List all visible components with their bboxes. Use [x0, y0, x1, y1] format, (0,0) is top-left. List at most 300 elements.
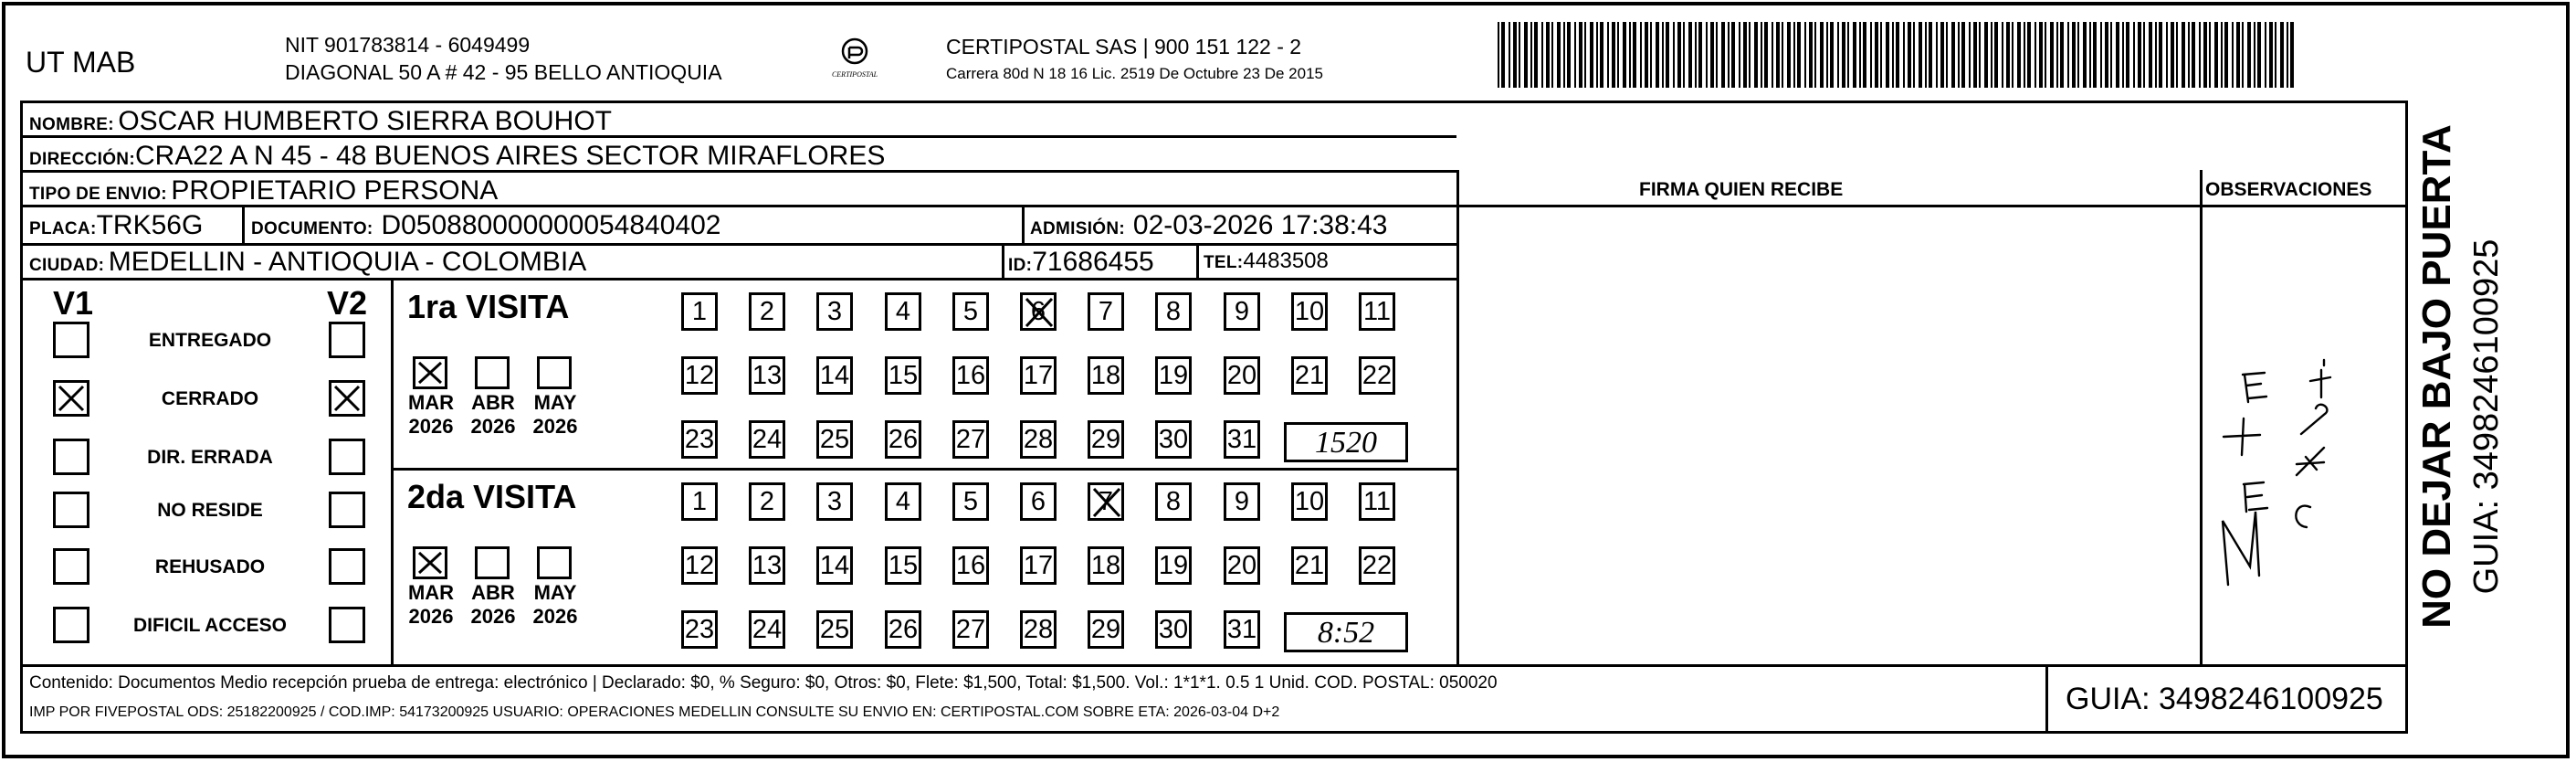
barcode: [1498, 22, 2301, 88]
barcode-bar: [1650, 22, 1652, 88]
col-line: [20, 101, 23, 734]
day-box[interactable]: 29: [1088, 420, 1124, 459]
day-box[interactable]: 9: [1224, 482, 1260, 521]
barcode-bar: [2224, 22, 2228, 88]
day-box[interactable]: 31: [1224, 610, 1260, 649]
barcode-bar: [2275, 22, 2276, 88]
barcode-bar: [1683, 22, 1685, 88]
barcode-bar: [2006, 22, 2010, 88]
barcode-bar: [2035, 22, 2036, 88]
barcode-bar: [2105, 22, 2108, 88]
v1-checkbox[interactable]: [53, 548, 89, 585]
barcode-bar: [1673, 22, 1675, 88]
barcode-bar: [1706, 22, 1708, 88]
day-box[interactable]: 2: [749, 292, 785, 331]
barcode-bar: [1574, 22, 1576, 88]
day-box[interactable]: 16: [952, 546, 989, 585]
barcode-bar: [1880, 22, 1882, 88]
barcode-bar: [1739, 22, 1740, 88]
barcode-bar: [1645, 22, 1648, 88]
barcode-bar: [1951, 22, 1955, 88]
day-box[interactable]: 3: [816, 292, 853, 331]
company-name: UT MAB: [26, 46, 136, 79]
barcode-bar: [1546, 22, 1550, 88]
placa-label: PLACA:: [29, 219, 97, 238]
day-box[interactable]: 5: [952, 482, 989, 521]
company-address: DIAGONAL 50 A # 42 - 95 BELLO ANTIOQUIA: [285, 60, 722, 84]
row-line: [20, 664, 2408, 667]
barcode-bar: [1629, 22, 1631, 88]
barcode-bar: [2045, 22, 2046, 88]
col-line: [1022, 205, 1025, 243]
barcode-bar: [1710, 22, 1714, 88]
barcode-bar: [1524, 22, 1528, 88]
day-box[interactable]: 29: [1088, 610, 1124, 649]
barcode-bar: [1551, 22, 1553, 88]
barcode-bar: [2017, 22, 2021, 88]
company-nit: NIT 901783814 - 6049499: [285, 33, 531, 57]
day-box[interactable]: 13: [749, 356, 785, 395]
v2-label: V2: [327, 284, 368, 322]
month-label: MAR: [407, 391, 455, 414]
day-box[interactable]: 4: [885, 482, 921, 521]
v2-checkbox[interactable]: [329, 322, 365, 358]
barcode-bar: [2254, 22, 2255, 88]
day-box[interactable]: 18: [1088, 546, 1124, 585]
barcode-bar: [2149, 22, 2152, 88]
barcode-bar: [1607, 22, 1609, 88]
tel-label: TEL:: [1204, 253, 1244, 272]
day-box[interactable]: 25: [816, 420, 853, 459]
month-checkbox[interactable]: [537, 356, 572, 389]
barcode-bar: [1596, 22, 1598, 88]
barcode-bar: [2050, 22, 2054, 88]
footer-line1: Contenido: Documentos Medio recepción prueba de entrega: electrónico | Declarado: $0, % Seguro: $0, Otros: $0, Flete: $1,500, Total: $1,500. Vol.: 1*1*1. 0.5 1 Unid. COD. POSTAL: 050020: [29, 673, 1498, 693]
barcode-bar: [1886, 22, 1889, 88]
barcode-bar: [1859, 22, 1861, 88]
year-label: 2026: [408, 605, 454, 628]
barcode-bar: [1612, 22, 1615, 88]
barcode-bar: [1662, 22, 1664, 88]
v2-checkbox[interactable]: [329, 492, 365, 528]
day-box[interactable]: 25: [816, 610, 853, 649]
v2-checkbox[interactable]: [329, 607, 365, 643]
barcode-bar: [2077, 22, 2079, 88]
day-box[interactable]: 15: [885, 546, 921, 585]
barcode-bar: [2133, 22, 2135, 88]
day-box[interactable]: 11: [1359, 292, 1395, 331]
barcode-bar: [1853, 22, 1856, 88]
barcode-bar: [1892, 22, 1894, 88]
day-box[interactable]: 16: [952, 356, 989, 395]
month-checkbox[interactable]: [475, 546, 510, 579]
barcode-bar: [1716, 22, 1718, 88]
id-value: 71686455: [1032, 247, 1154, 277]
barcode-bar: [1809, 22, 1813, 88]
direccion-label: DIRECCIÓN:: [29, 150, 135, 169]
tipo-value: PROPIETARIO PERSONA: [171, 175, 499, 206]
day-box[interactable]: 17: [1020, 546, 1057, 585]
tipo-label: TIPO DE ENVIO:: [29, 185, 167, 204]
day-box[interactable]: 12: [681, 356, 718, 395]
status-label: ENTREGADO: [148, 330, 272, 351]
barcode-bar: [1984, 22, 1988, 88]
barcode-bar: [1501, 22, 1505, 88]
barcode-bar: [2138, 22, 2141, 88]
day-box[interactable]: 30: [1155, 610, 1192, 649]
barcode-bar: [1731, 22, 1735, 88]
barcode-bar: [2027, 22, 2031, 88]
day-box[interactable]: 27: [952, 610, 989, 649]
barcode-bar: [1830, 22, 1834, 88]
day-box[interactable]: 5: [952, 292, 989, 331]
day-box[interactable]: 20: [1224, 546, 1260, 585]
admision-label: ADMISIÓN:: [1030, 219, 1126, 238]
barcode-bar: [1761, 22, 1762, 88]
col-line: [2200, 170, 2203, 664]
barcode-bar: [2269, 22, 2273, 88]
day-box[interactable]: 20: [1224, 356, 1260, 395]
barcode-bar: [1908, 22, 1911, 88]
barcode-bar: [2024, 22, 2025, 88]
barcode-bar: [2199, 22, 2201, 88]
day-box[interactable]: 9: [1224, 292, 1260, 331]
barcode-bar: [2221, 22, 2223, 88]
day-box[interactable]: 24: [749, 420, 785, 459]
visit-time: 1520: [1284, 422, 1408, 462]
day-box[interactable]: 11: [1359, 482, 1395, 521]
barcode-bar: [2056, 22, 2058, 88]
barcode-bar: [1688, 22, 1692, 88]
barcode-bar: [1973, 22, 1977, 88]
barcode-bar: [1743, 22, 1747, 88]
day-box[interactable]: 17: [1020, 356, 1057, 395]
barcode-bar: [1541, 22, 1543, 88]
day-box[interactable]: 3: [816, 482, 853, 521]
barcode-bar: [1754, 22, 1758, 88]
nombre-value: OSCAR HUMBERTO SIERRA BOUHOT: [118, 106, 612, 136]
footer-line2: IMP POR FIVEPOSTAL ODS: 25182200925 / COD.IMP: 54173200925 USUARIO: OPERACIONES MEDELLIN CONSULTE SU ENVIO EN: CERTIPOSTAL.COM SOBRE ETA: 2026-03-04 D+2: [29, 704, 1280, 720]
barcode-bar: [2247, 22, 2251, 88]
barcode-bar: [2166, 22, 2168, 88]
barcode-bar: [1728, 22, 1730, 88]
barcode-bar: [1793, 22, 1795, 88]
barcode-bar: [1940, 22, 1944, 88]
barcode-bar: [1567, 22, 1571, 88]
barcode-bar: [1925, 22, 1927, 88]
carrier-name: CERTIPOSTAL SAS | 900 151 122 - 2: [946, 35, 1302, 58]
barcode-bar: [2290, 22, 2294, 88]
row-line: [391, 468, 1456, 471]
documento-label: DOCUMENTO:: [251, 219, 373, 238]
barcode-bar: [1557, 22, 1561, 88]
barcode-bar: [2039, 22, 2043, 88]
barcode-bar: [1994, 22, 1998, 88]
barcode-bar: [2122, 22, 2124, 88]
barcode-bar: [1797, 22, 1801, 88]
barcode-bar: [2093, 22, 2097, 88]
barcode-bar: [1814, 22, 1816, 88]
v1-label: V1: [53, 284, 94, 322]
day-box[interactable]: 6: [1020, 292, 1057, 331]
barcode-bar: [1842, 22, 1845, 88]
month-label: MAR: [407, 581, 455, 604]
status-label: DIFICIL ACCESO: [132, 615, 287, 636]
month-label: MAY: [533, 391, 577, 414]
barcode-bar: [1623, 22, 1626, 88]
day-box[interactable]: 31: [1224, 420, 1260, 459]
visit-title: 1ra VISITA: [407, 288, 570, 325]
barcode-bar: [1579, 22, 1582, 88]
placa-value: TRK56G: [96, 210, 204, 240]
day-box[interactable]: 15: [885, 356, 921, 395]
day-box[interactable]: 13: [749, 546, 785, 585]
nombre-label: NOMBRE:: [29, 115, 114, 134]
day-box[interactable]: 21: [1291, 546, 1328, 585]
side-warning: NO DEJAR BAJO PUERTA: [2414, 124, 2459, 629]
row-line: [20, 243, 1456, 246]
barcode-bar: [2265, 22, 2266, 88]
documento-value: D050880000000054840402: [381, 210, 721, 240]
day-box[interactable]: 7: [1088, 292, 1124, 331]
status-label: DIR. ERRADA: [147, 447, 273, 468]
barcode-bar: [1913, 22, 1915, 88]
tel-value: 4483508: [1243, 249, 1329, 273]
barcode-bar: [2143, 22, 2145, 88]
barcode-bar: [1698, 22, 1702, 88]
day-box[interactable]: 24: [749, 610, 785, 649]
barcode-bar: [1600, 22, 1603, 88]
col-line: [2405, 101, 2408, 734]
day-box[interactable]: 22: [1359, 356, 1395, 395]
day-box[interactable]: 8: [1155, 482, 1192, 521]
barcode-bar: [2257, 22, 2261, 88]
col-line: [2045, 664, 2048, 731]
day-box[interactable]: 2: [749, 482, 785, 521]
day-box[interactable]: 26: [885, 420, 921, 459]
day-box[interactable]: 6: [1020, 482, 1057, 521]
barcode-bar: [2280, 22, 2284, 88]
barcode-bar: [2116, 22, 2119, 88]
day-box[interactable]: 30: [1155, 420, 1192, 459]
barcode-bar: [1847, 22, 1849, 88]
barcode-bar: [2012, 22, 2013, 88]
barcode-bar: [1776, 22, 1780, 88]
barcode-bar: [1787, 22, 1791, 88]
col-line: [391, 278, 394, 664]
barcode-bar: [1870, 22, 1872, 88]
v1-checkbox[interactable]: [53, 322, 89, 358]
ciudad-value: MEDELLIN - ANTIOQUIA - COLOMBIA: [108, 247, 587, 277]
day-box[interactable]: 27: [952, 420, 989, 459]
barcode-bar: [1958, 22, 1960, 88]
carrier-license: Carrera 80d N 18 16 Lic. 2519 De Octubre 23 De 2015: [946, 65, 1323, 82]
barcode-bar: [2209, 22, 2211, 88]
month-label: ABR: [471, 391, 515, 414]
barcode-bar: [2176, 22, 2178, 88]
barcode-bar: [1782, 22, 1783, 88]
barcode-bar: [1903, 22, 1905, 88]
side-guia: GUIA: 3498246100925: [2467, 238, 2506, 595]
barcode-bar: [1875, 22, 1878, 88]
day-box[interactable]: 7: [1088, 482, 1124, 521]
v1-checkbox[interactable]: [53, 380, 89, 417]
barcode-bar: [1749, 22, 1751, 88]
month-checkbox[interactable]: [537, 546, 572, 579]
v1-checkbox[interactable]: [53, 607, 89, 643]
month-checkbox[interactable]: [413, 546, 447, 579]
footer-guia: GUIA: 3498246100925: [2066, 682, 2383, 716]
barcode-bar: [2155, 22, 2157, 88]
barcode-bar: [1584, 22, 1586, 88]
status-label: NO RESIDE: [157, 500, 263, 521]
visit-time: 8:52: [1284, 612, 1408, 652]
month-checkbox[interactable]: [475, 356, 510, 389]
barcode-bar: [1509, 22, 1510, 88]
barcode-bar: [1677, 22, 1681, 88]
barcode-bar: [2083, 22, 2087, 88]
barcode-bar: [1633, 22, 1636, 88]
row-line: [20, 731, 2408, 734]
barcode-bar: [1519, 22, 1520, 88]
barcode-bar: [1929, 22, 1932, 88]
barcode-bar: [2089, 22, 2091, 88]
day-box[interactable]: 19: [1155, 356, 1192, 395]
day-box[interactable]: 10: [1291, 292, 1328, 331]
barcode-bar: [2203, 22, 2207, 88]
barcode-bar: [1820, 22, 1824, 88]
barcode-bar: [1826, 22, 1828, 88]
day-box[interactable]: 14: [816, 546, 853, 585]
barcode-bar: [1534, 22, 1538, 88]
barcode-bar: [2110, 22, 2112, 88]
visit-title: 2da VISITA: [407, 478, 577, 515]
barcode-bar: [1530, 22, 1532, 88]
barcode-bar: [1837, 22, 1839, 88]
barcode-bar: [2192, 22, 2195, 88]
month-label: ABR: [471, 581, 515, 604]
barcode-bar: [2159, 22, 2162, 88]
barcode-bar: [1498, 22, 1499, 88]
year-label: 2026: [470, 605, 516, 628]
barcode-bar: [1896, 22, 1899, 88]
barcode-bar: [2236, 22, 2240, 88]
barcode-bar: [1656, 22, 1659, 88]
v2-checkbox[interactable]: [329, 439, 365, 475]
barcode-bar: [1969, 22, 1971, 88]
barcode-bar: [1721, 22, 1725, 88]
barcode-bar: [2060, 22, 2064, 88]
row-line: [20, 101, 2408, 103]
day-box[interactable]: 18: [1088, 356, 1124, 395]
barcode-bar: [2242, 22, 2244, 88]
month-checkbox[interactable]: [413, 356, 447, 389]
barcode-bar: [2067, 22, 2069, 88]
barcode-bar: [1666, 22, 1669, 88]
observaciones-label: OBSERVACIONES: [2205, 179, 2372, 200]
status-label: REHUSADO: [154, 556, 266, 577]
day-box[interactable]: 28: [1020, 610, 1057, 649]
day-box[interactable]: 4: [885, 292, 921, 331]
barcode-bar: [1563, 22, 1565, 88]
day-box[interactable]: 12: [681, 546, 718, 585]
barcode-bar: [1863, 22, 1866, 88]
col-line: [1456, 170, 1459, 664]
barcode-bar: [1695, 22, 1697, 88]
barcode-bar: [2171, 22, 2174, 88]
day-box[interactable]: 8: [1155, 292, 1192, 331]
barcode-bar: [1936, 22, 1938, 88]
year-label: 2026: [408, 415, 454, 438]
v2-checkbox[interactable]: [329, 548, 365, 585]
barcode-bar: [1764, 22, 1768, 88]
day-box[interactable]: 10: [1291, 482, 1328, 521]
barcode-bar: [1991, 22, 1992, 88]
col-line: [242, 205, 245, 243]
side-warning-container: [2415, 101, 2470, 667]
admision-value: 02-03-2026 17:38:43: [1132, 210, 1388, 240]
col-line: [1196, 243, 1199, 278]
v2-checkbox[interactable]: [329, 380, 365, 417]
barcode-bar: [1513, 22, 1517, 88]
day-box[interactable]: 26: [885, 610, 921, 649]
barcode-bar: [2182, 22, 2185, 88]
barcode-bar: [2232, 22, 2234, 88]
barcode-bar: [1946, 22, 1948, 88]
barcode-bar: [1919, 22, 1922, 88]
observaciones-handwriting: [2210, 347, 2374, 603]
day-box[interactable]: 21: [1291, 356, 1328, 395]
barcode-bar: [2214, 22, 2218, 88]
day-box[interactable]: 1: [681, 292, 718, 331]
barcode-bar: [1590, 22, 1593, 88]
direccion-value: CRA22 A N 45 - 48 BUENOS AIRES SECTOR MIRAFLORES: [134, 141, 886, 171]
day-box[interactable]: 1: [681, 482, 718, 521]
barcode-bar: [2002, 22, 2003, 88]
status-label: CERRADO: [161, 388, 259, 409]
day-box[interactable]: 23: [681, 420, 718, 459]
barcode-bar: [1979, 22, 1981, 88]
year-label: 2026: [532, 415, 578, 438]
barcode-bar: [1640, 22, 1642, 88]
barcode-bar: [2126, 22, 2129, 88]
barcode-bar: [1772, 22, 1773, 88]
barcode-bar: [1617, 22, 1619, 88]
year-label: 2026: [470, 415, 516, 438]
barcode-bar: [2100, 22, 2102, 88]
certipostal-logo: [827, 31, 882, 86]
barcode-bar: [2287, 22, 2288, 88]
v1-checkbox[interactable]: [53, 492, 89, 528]
logo-text: CERTIPOSTAL: [831, 70, 878, 79]
day-box[interactable]: 23: [681, 610, 718, 649]
day-box[interactable]: 28: [1020, 420, 1057, 459]
side-guia-container: [2466, 101, 2511, 667]
col-line: [1002, 243, 1004, 278]
day-box[interactable]: 19: [1155, 546, 1192, 585]
ciudad-label: CIUDAD:: [29, 256, 105, 275]
id-label: ID:: [1008, 256, 1033, 275]
v1-checkbox[interactable]: [53, 439, 89, 475]
barcode-bar: [1961, 22, 1965, 88]
barcode-bar: [1804, 22, 1806, 88]
day-box[interactable]: 14: [816, 356, 853, 395]
year-label: 2026: [532, 605, 578, 628]
day-box[interactable]: 22: [1359, 546, 1395, 585]
month-label: MAY: [533, 581, 577, 604]
barcode-bar: [2188, 22, 2190, 88]
firma-label: FIRMA QUIEN RECIBE: [1639, 179, 1844, 200]
